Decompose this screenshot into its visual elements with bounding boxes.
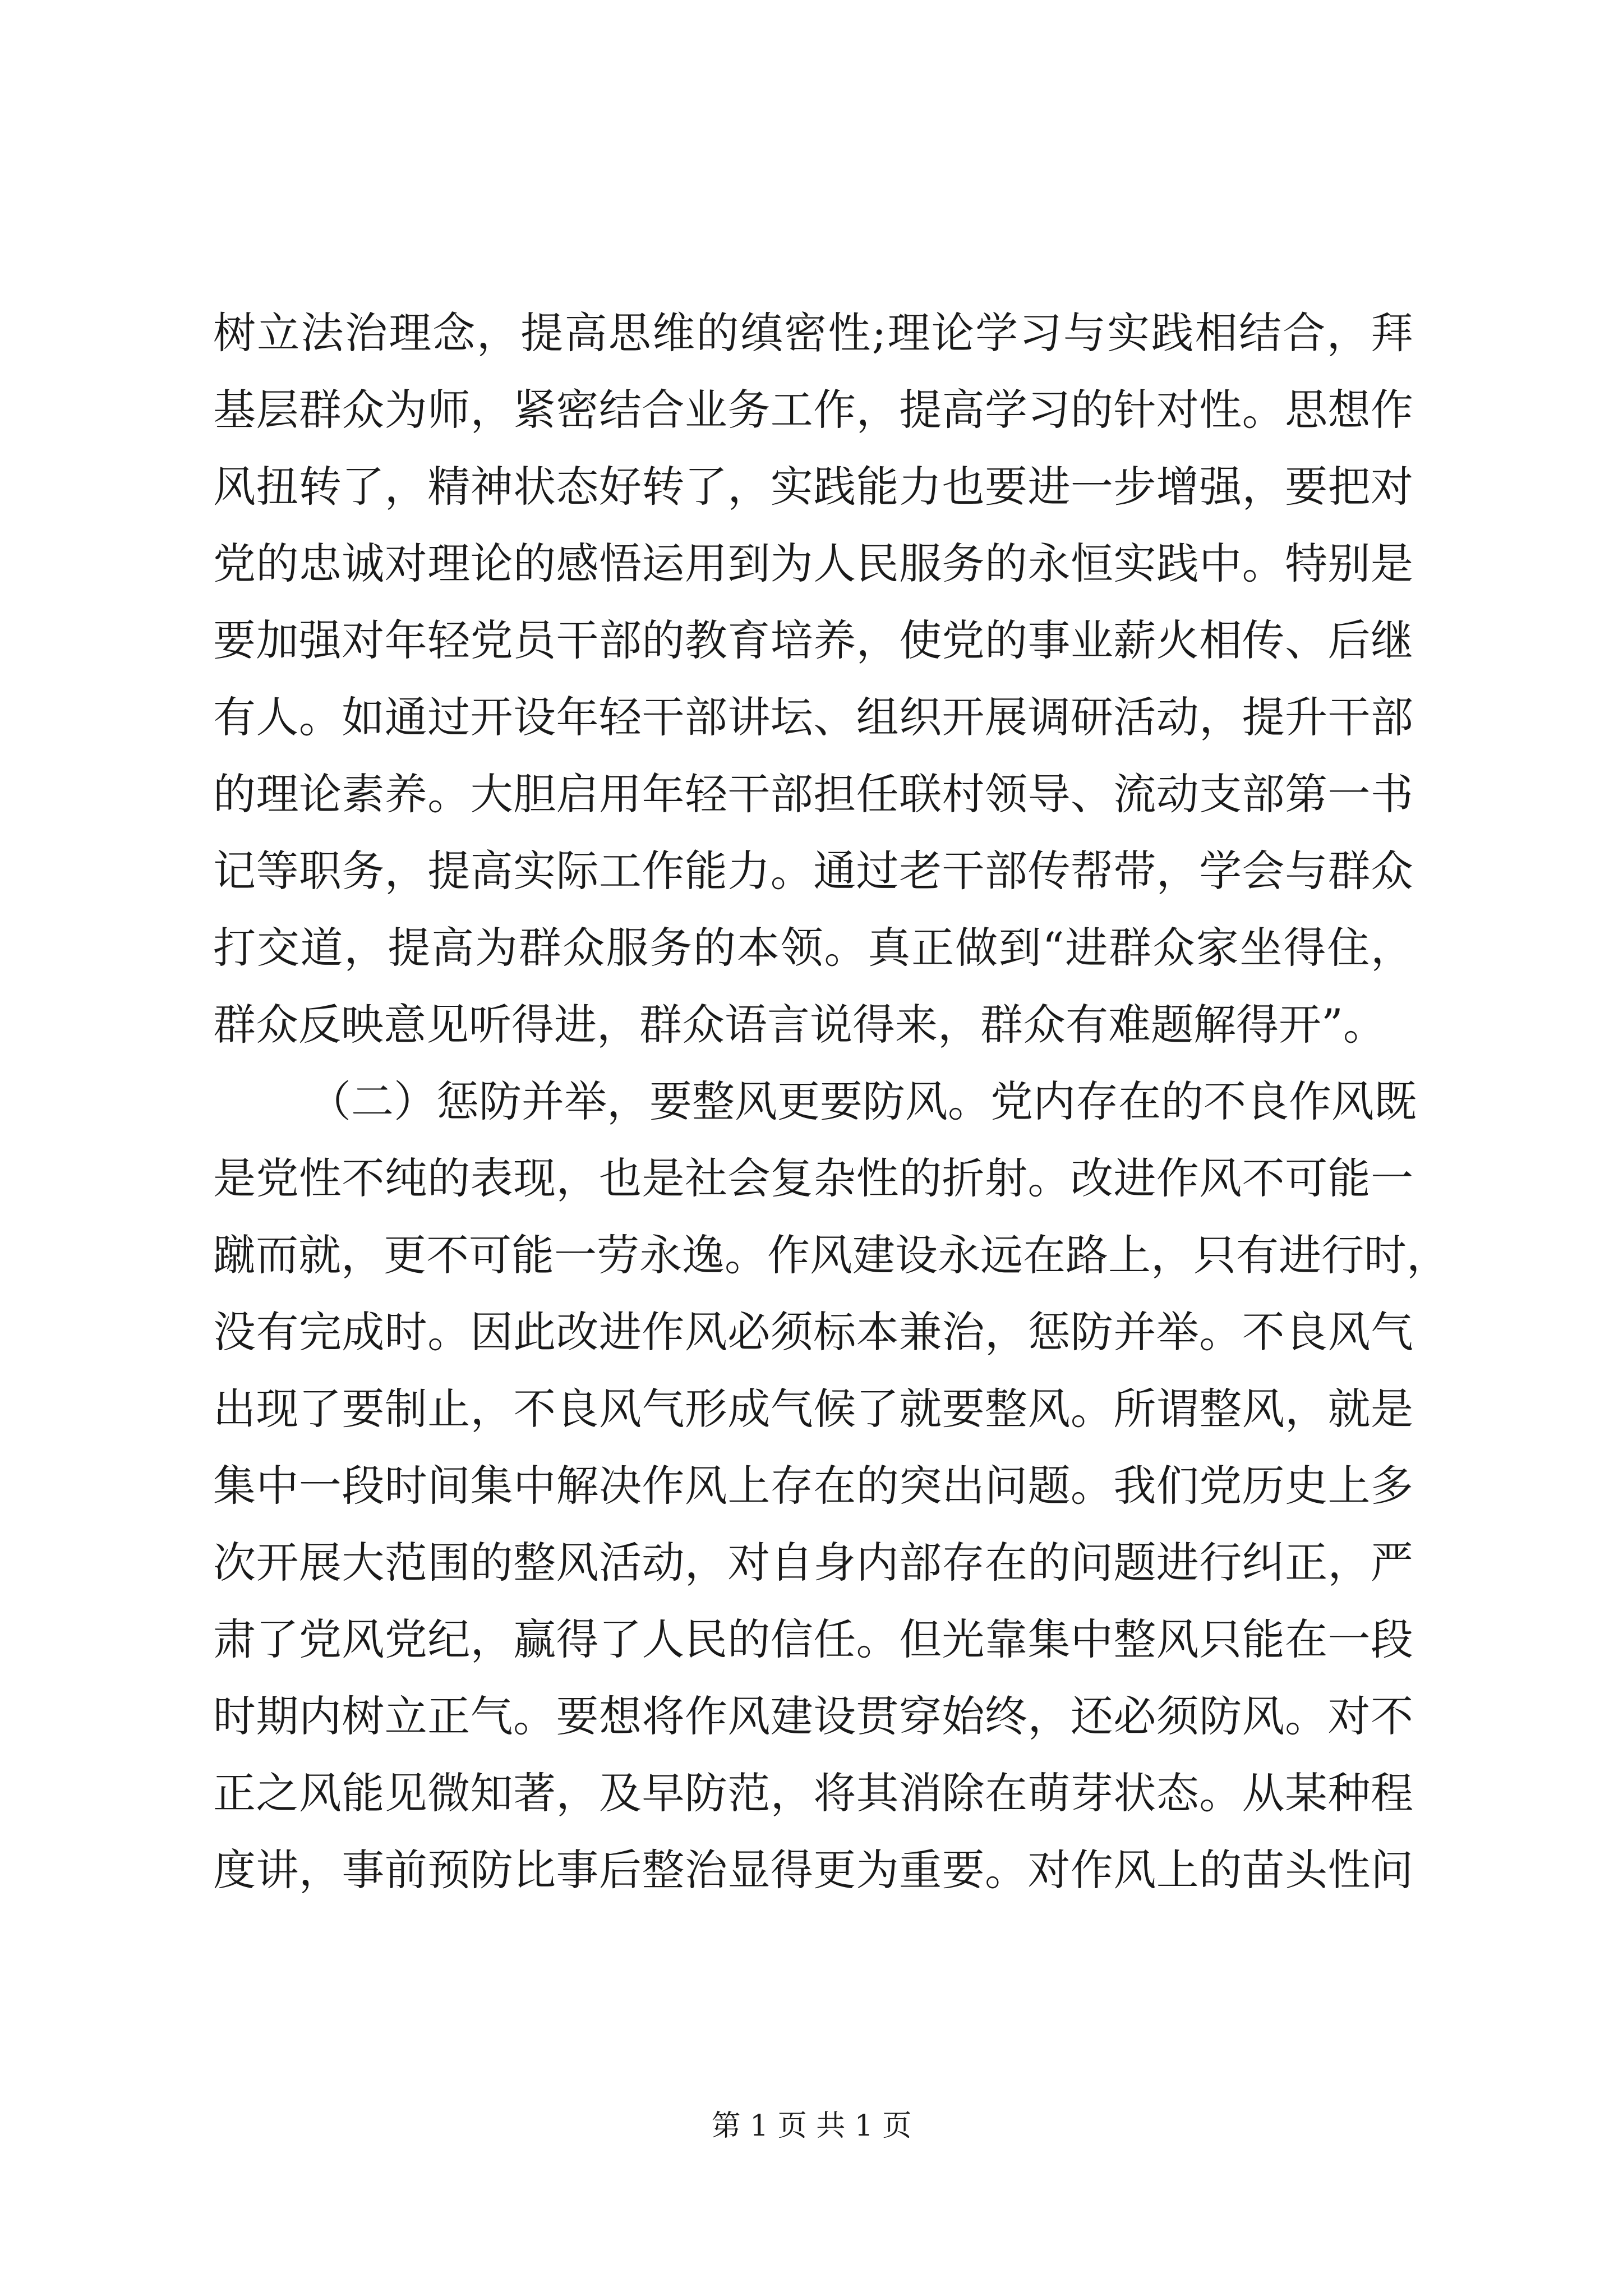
text-line: 是党性不纯的表现，也是社会复杂性的折射。改进作风不可能一	[213, 1153, 1413, 1203]
text-line: 时期内树立正气。要想将作风建设贯穿始终，还必须防风。对不	[213, 1691, 1413, 1741]
text-line: 集中一段时间集中解决作风上存在的突出问题。我们党历史上多	[213, 1461, 1413, 1511]
text-line: 风扭转了，精神状态好转了，实践能力也要进一步增强，要把对	[213, 462, 1413, 512]
text-line: 蹴而就，更不可能一劳永逸。作风建设永远在路上，只有进行时，	[213, 1230, 1449, 1280]
page-footer	[0, 2106, 1623, 2146]
text-line: 有人。如通过开设年轻干部讲坛、组织开展调研活动，提升干部	[213, 692, 1413, 742]
text-line: 党的忠诚对理论的感悟运用到为人民服务的永恒实践中。特别是	[213, 539, 1413, 588]
text-line: 要加强对年轻党员干部的教育培养，使党的事业薪火相传、后继	[213, 615, 1413, 665]
text-line: 记等职务，提高实际工作能力。通过老干部传帮带，学会与群众	[213, 846, 1413, 896]
text-line: 没有完成时。因此改进作风必须标本兼治，惩防并举。不良风气	[213, 1307, 1413, 1357]
text-line: 的理论素养。大胆启用年轻干部担任联村领导、流动支部第一书	[213, 769, 1413, 819]
body-text	[213, 295, 1449, 1908]
text-line: 度讲，事前预防比事后整治显得更为重要。对作风上的苗头性问	[213, 1845, 1413, 1895]
text-line: 出现了要制止，不良风气形成气候了就要整风。所谓整风，就是	[213, 1384, 1413, 1434]
text-line: 树立法治理念，提高思维的缜密性;理论学习与实践相结合，拜	[213, 308, 1413, 358]
text-line: 正之风能见微知著，及早防范，将其消除在萌芽状态。从某种程	[213, 1768, 1413, 1818]
text-line: 基层群众为师，紧密结合业务工作，提高学习的针对性。思想作	[213, 385, 1413, 435]
text-line: 次开展大范围的整风活动，对自身内部存在的问题进行纠正，严	[213, 1538, 1413, 1588]
section-heading-line: （二）惩防并举，要整风更要防风。党内存在的不良作风既	[308, 1076, 1417, 1126]
text-line: 群众反映意见听得进，群众语言说得来，群众有难题解得开”。	[213, 1000, 1386, 1050]
text-line: 肃了党风党纪，赢得了人民的信任。但光靠集中整风只能在一段	[213, 1614, 1413, 1664]
text-line: 打交道，提高为群众服务的本领。真正做到“进群众家坐得住，	[213, 923, 1413, 973]
page-number: 第 1 页 共 1 页	[711, 2109, 912, 2143]
